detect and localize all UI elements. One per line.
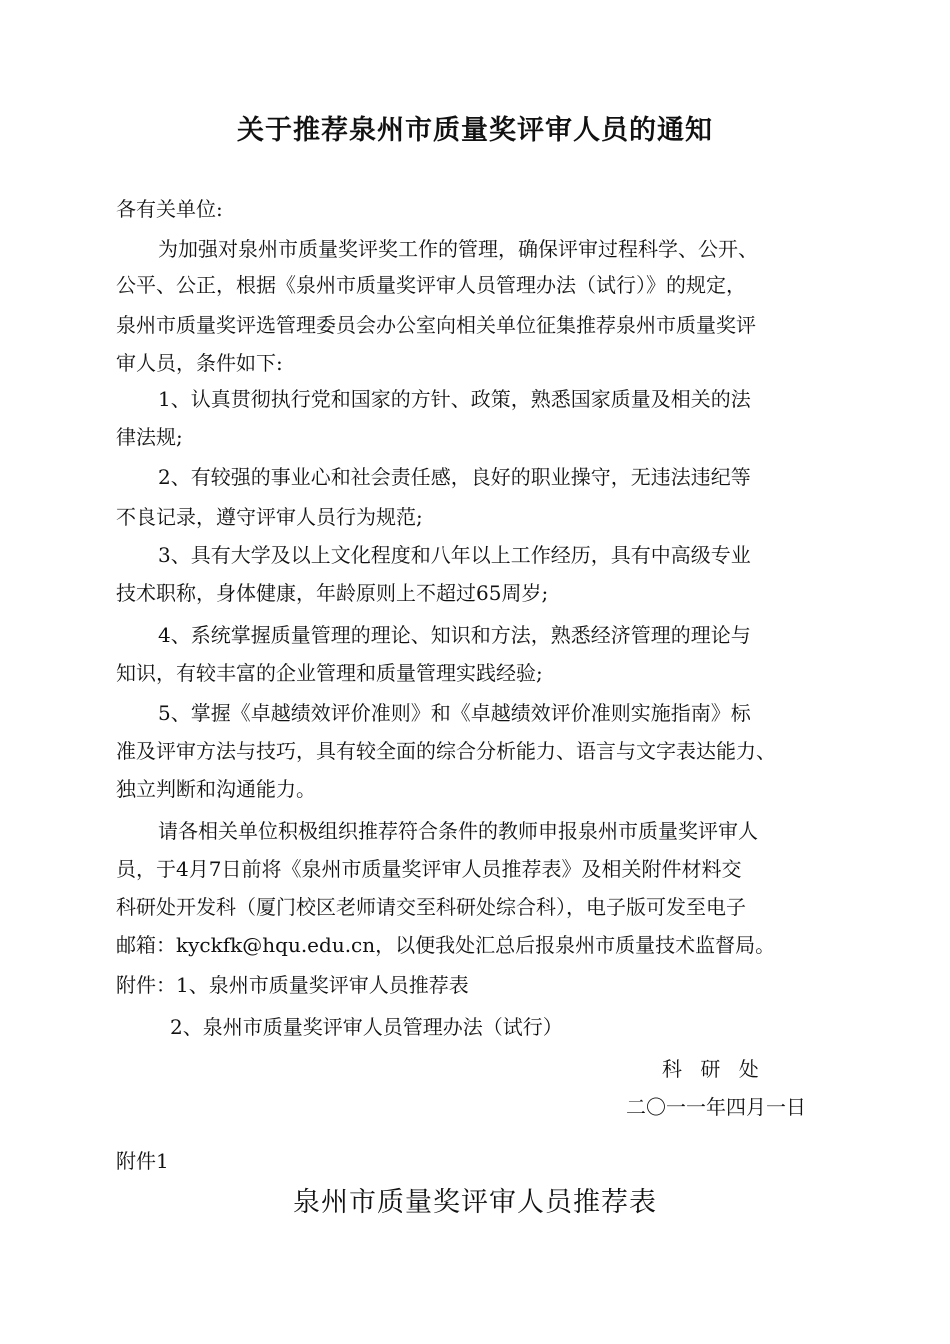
condition-2-line-2: 不良记录，遵守评审人员行为规范; bbox=[116, 505, 423, 529]
condition-1-line-2: 律法规; bbox=[116, 425, 183, 449]
request-line-1: 请各相关单位积极组织推荐符合条件的教师申报泉州市质量奖评审人 bbox=[158, 819, 758, 843]
intro-line-3: 泉州市质量奖评选管理委员会办公室向相关单位征集推荐泉州市质量奖评 bbox=[116, 313, 756, 337]
condition-5-line-2: 准及评审方法与技巧，具有较全面的综合分析能力、语言与文字表达能力、 bbox=[116, 739, 776, 763]
condition-3-line-2: 技术职称，身体健康，年龄原则上不超过65周岁; bbox=[116, 581, 549, 605]
appendix-label: 附件1 bbox=[116, 1149, 169, 1173]
notice-title: 关于推荐泉州市质量奖评审人员的通知 bbox=[237, 115, 713, 146]
request-line-4: 邮箱：kyckfk@hqu.edu.cn，以便我处汇总后报泉州市质量技术监督局。 bbox=[116, 933, 776, 957]
attachment-1: 附件：1、泉州市质量奖评审人员推荐表 bbox=[116, 973, 469, 997]
salutation: 各有关单位: bbox=[116, 197, 223, 221]
condition-5-line-3: 独立判断和沟通能力。 bbox=[116, 777, 316, 801]
condition-1-line-1: 1、认真贯彻执行党和国家的方针、政策，熟悉国家质量及相关的法 bbox=[158, 387, 751, 411]
attachment-2: 2、泉州市质量奖评审人员管理办法（试行） bbox=[170, 1015, 563, 1039]
intro-line-4: 审人员，条件如下: bbox=[116, 351, 283, 375]
intro-line-2: 公平、公正，根据《泉州市质量奖评审人员管理办法（试行）》的规定， bbox=[116, 273, 746, 297]
request-line-2: 员，于4月7日前将《泉州市质量奖评审人员推荐表》及相关附件材料交 bbox=[116, 857, 742, 881]
condition-4-line-2: 知识，有较丰富的企业管理和质量管理实践经验; bbox=[116, 661, 543, 685]
condition-2-line-1: 2、有较强的事业心和社会责任感，良好的职业操守，无违法违纪等 bbox=[158, 465, 751, 489]
signature-date: 二〇一一年四月一日 bbox=[626, 1095, 806, 1119]
appendix-title: 泉州市质量奖评审人员推荐表 bbox=[293, 1187, 657, 1218]
condition-5-line-1: 5、掌握《卓越绩效评价准则》和《卓越绩效评价准则实施指南》标 bbox=[158, 701, 751, 725]
condition-3-line-1: 3、具有大学及以上文化程度和八年以上工作经历，具有中高级专业 bbox=[158, 543, 751, 567]
signature-department: 科 研 处 bbox=[662, 1057, 765, 1081]
request-line-3: 科研处开发科（厦门校区老师请交至科研处综合科），电子版可发至电子 bbox=[116, 895, 746, 919]
condition-4-line-1: 4、系统掌握质量管理的理论、知识和方法，熟悉经济管理的理论与 bbox=[158, 623, 751, 647]
intro-line-1: 为加强对泉州市质量奖评奖工作的管理，确保评审过程科学、公开、 bbox=[158, 237, 758, 261]
